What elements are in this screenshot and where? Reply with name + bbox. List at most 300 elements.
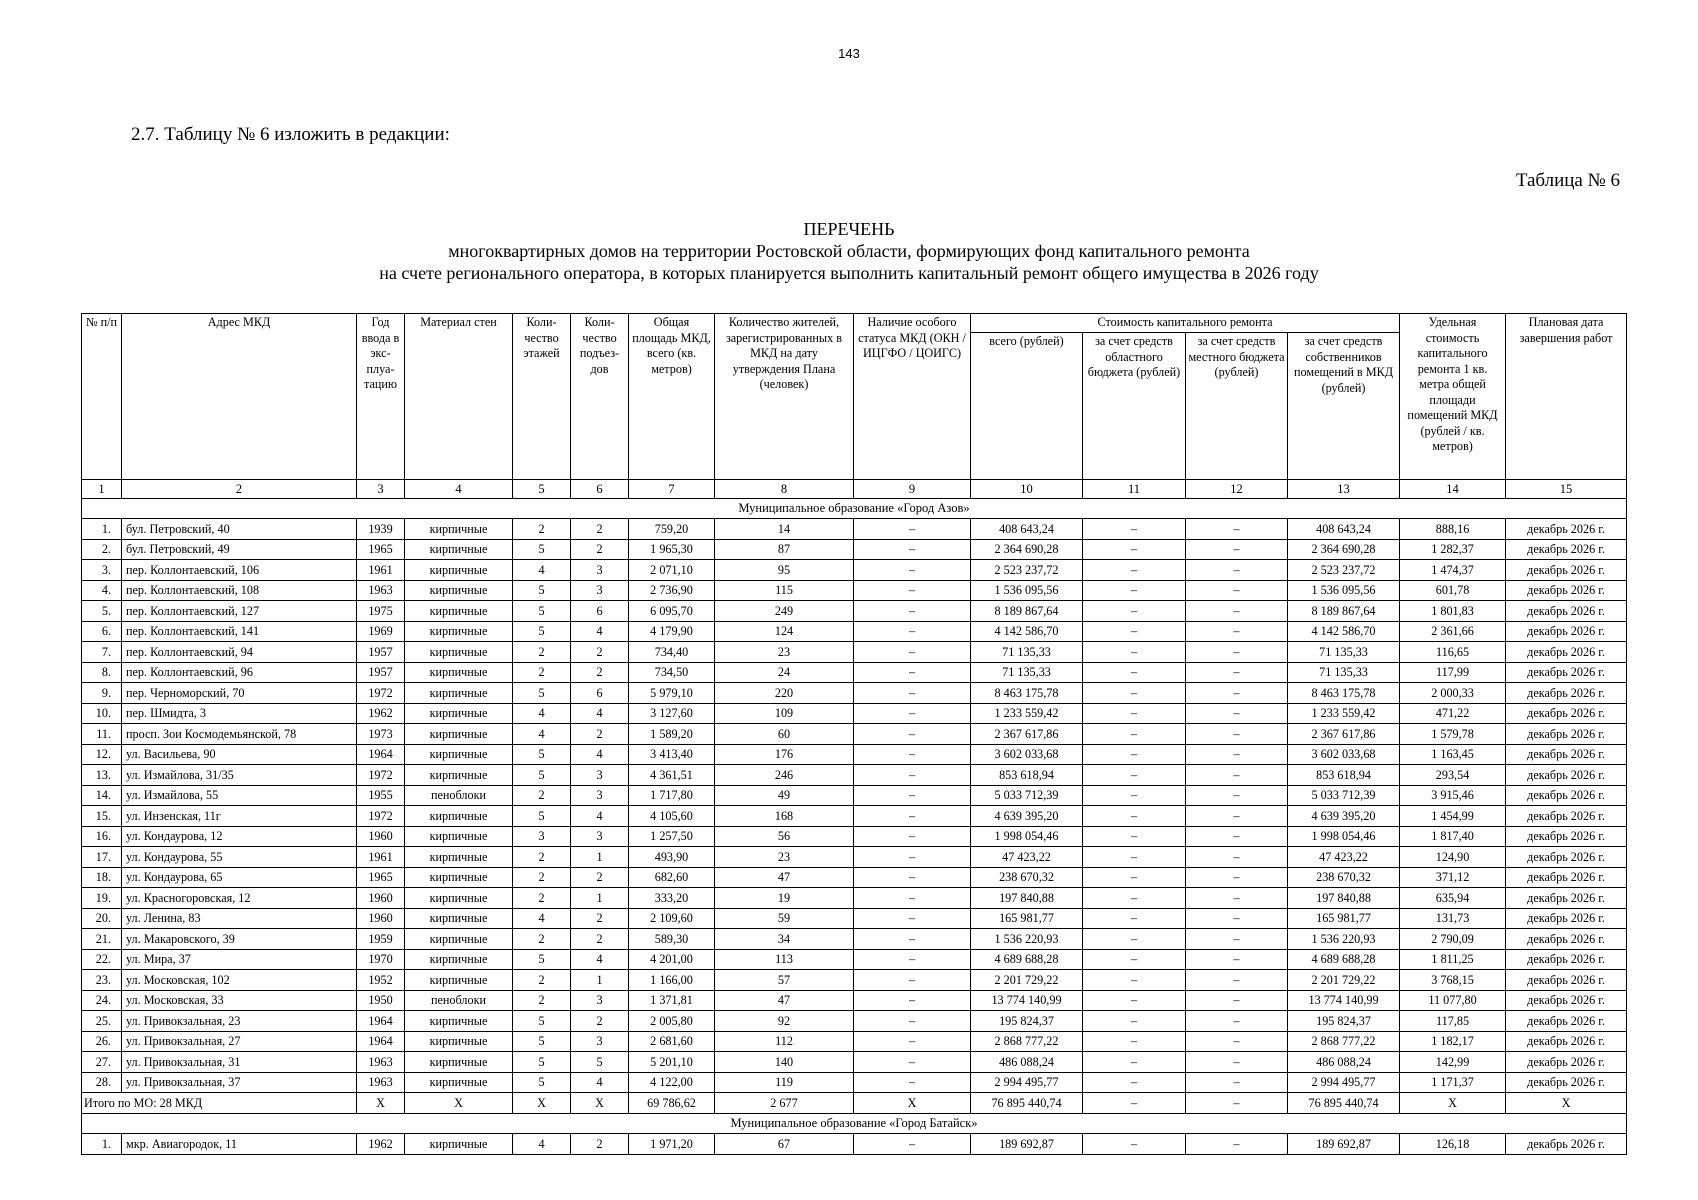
cell-cost-owners: 2 994 495,77 — [1288, 1072, 1400, 1093]
cell-residents: 23 — [715, 642, 854, 663]
cell-cost-owners: 47 423,22 — [1288, 847, 1400, 868]
cell-entrances: 3 — [571, 580, 629, 601]
cell-unit-cost: 117,99 — [1400, 662, 1506, 683]
cell-year: 1970 — [357, 949, 405, 970]
cell-address: пер. Шмидта, 3 — [122, 703, 357, 724]
cell-floors: 2 — [513, 785, 571, 806]
cell-end-date: декабрь 2026 г. — [1506, 1031, 1627, 1052]
cell-num: 1. — [82, 519, 122, 540]
cell-address: пер. Коллонтаевский, 127 — [122, 601, 357, 622]
cell-status: – — [854, 847, 971, 868]
table-row — [82, 826, 1627, 847]
header-unit-cost: Удельная стоимость капитального ремонта 1 кв. метра общей площади помещений МКД (рублей / кв. метров) — [1400, 314, 1506, 480]
header-status: Наличие особого статуса МКД (ОКН / ИЦГФО / ЦОИГС) — [854, 314, 971, 480]
cell-status: – — [854, 1031, 971, 1052]
header-cost-owners: за счет средств собственников помещений в МКД (рублей) — [1288, 333, 1400, 480]
table-label: Таблица № 6 — [1515, 170, 1620, 191]
cell-end-date: декабрь 2026 г. — [1506, 888, 1627, 909]
cell-cost-owners: 4 639 395,20 — [1288, 806, 1400, 827]
cell-area: 2 005,80 — [629, 1011, 715, 1032]
col-number: 1 — [82, 480, 122, 499]
cell-material: кирпичные — [405, 867, 513, 888]
section-title: Муниципальное образование «Город Батайск» — [82, 1114, 1627, 1134]
cell-num: 10. — [82, 703, 122, 724]
cell-unit-cost: 371,12 — [1400, 867, 1506, 888]
cell-cost-regional: – — [1083, 867, 1186, 888]
cell-year: 1963 — [357, 580, 405, 601]
cell-end-date: декабрь 2026 г. — [1506, 1134, 1627, 1155]
cell-cost-total: 4 689 688,28 — [971, 949, 1083, 970]
cell-cost-local: – — [1186, 806, 1288, 827]
cell-material: кирпичные — [405, 847, 513, 868]
cell-status: – — [854, 560, 971, 581]
header-floors: Коли-чество этажей — [513, 314, 571, 480]
cell-unit-cost: 3 768,15 — [1400, 970, 1506, 991]
cell-entrances: 3 — [571, 990, 629, 1011]
cell-cost-regional: – — [1083, 580, 1186, 601]
cell-floors: 5 — [513, 601, 571, 622]
cell-num: 23. — [82, 970, 122, 991]
cell-cost-regional: – — [1083, 888, 1186, 909]
cell-status: – — [854, 724, 971, 745]
cell-floors: 2 — [513, 662, 571, 683]
cell-year: 1962 — [357, 1134, 405, 1155]
cell-floors: 5 — [513, 1052, 571, 1073]
cell-cost-total: 1 233 559,42 — [971, 703, 1083, 724]
cell-material: кирпичные — [405, 1011, 513, 1032]
cell-entrances: 2 — [571, 1011, 629, 1032]
cell-cost-regional: – — [1083, 847, 1186, 868]
cell-cost-total: 2 868 777,22 — [971, 1031, 1083, 1052]
cell-num: 27. — [82, 1052, 122, 1073]
cell-cost-regional: – — [1083, 1031, 1186, 1052]
total-cell-cost-local: – — [1186, 1093, 1288, 1114]
cell-cost-local: – — [1186, 888, 1288, 909]
cell-status: – — [854, 601, 971, 622]
cell-area: 682,60 — [629, 867, 715, 888]
cell-unit-cost: 2 361,66 — [1400, 621, 1506, 642]
cell-end-date: декабрь 2026 г. — [1506, 1052, 1627, 1073]
cell-floors: 5 — [513, 806, 571, 827]
cell-residents: 113 — [715, 949, 854, 970]
cell-area: 4 122,00 — [629, 1072, 715, 1093]
cell-unit-cost: 635,94 — [1400, 888, 1506, 909]
cell-cost-total: 408 643,24 — [971, 519, 1083, 540]
cell-cost-total: 47 423,22 — [971, 847, 1083, 868]
cell-residents: 49 — [715, 785, 854, 806]
cell-cost-total: 2 364 690,28 — [971, 539, 1083, 560]
cell-num: 28. — [82, 1072, 122, 1093]
cell-floors: 5 — [513, 1011, 571, 1032]
cell-floors: 2 — [513, 847, 571, 868]
cell-cost-regional: – — [1083, 601, 1186, 622]
cell-area: 4 105,60 — [629, 806, 715, 827]
cell-cost-local: – — [1186, 908, 1288, 929]
cell-residents: 34 — [715, 929, 854, 950]
cell-entrances: 1 — [571, 970, 629, 991]
cell-area: 734,40 — [629, 642, 715, 663]
cell-material: пеноблоки — [405, 785, 513, 806]
cell-unit-cost: 126,18 — [1400, 1134, 1506, 1155]
cell-cost-total: 3 602 033,68 — [971, 744, 1083, 765]
cell-status: – — [854, 888, 971, 909]
total-label: Итого по МО: 28 МКД — [82, 1093, 357, 1114]
cell-cost-regional: – — [1083, 662, 1186, 683]
cell-status: – — [854, 642, 971, 663]
cell-year: 1955 — [357, 785, 405, 806]
cell-address: ул. Васильева, 90 — [122, 744, 357, 765]
cell-num: 5. — [82, 601, 122, 622]
cell-unit-cost: 1 817,40 — [1400, 826, 1506, 847]
cell-area: 5 979,10 — [629, 683, 715, 704]
cell-floors: 2 — [513, 519, 571, 540]
cell-num: 21. — [82, 929, 122, 950]
cell-status: – — [854, 683, 971, 704]
cell-num: 8. — [82, 662, 122, 683]
cell-unit-cost: 3 915,46 — [1400, 785, 1506, 806]
cell-status: – — [854, 744, 971, 765]
cell-end-date: декабрь 2026 г. — [1506, 539, 1627, 560]
cell-status: – — [854, 703, 971, 724]
table-row — [82, 601, 1627, 622]
cell-address: ул. Московская, 102 — [122, 970, 357, 991]
cell-cost-regional: – — [1083, 683, 1186, 704]
cell-area: 2 109,60 — [629, 908, 715, 929]
cell-end-date: декабрь 2026 г. — [1506, 1011, 1627, 1032]
cell-cost-total: 71 135,33 — [971, 662, 1083, 683]
cell-cost-local: – — [1186, 621, 1288, 642]
cell-floors: 5 — [513, 1072, 571, 1093]
cell-cost-total: 4 639 395,20 — [971, 806, 1083, 827]
cell-residents: 23 — [715, 847, 854, 868]
cell-floors: 2 — [513, 867, 571, 888]
cell-end-date: декабрь 2026 г. — [1506, 847, 1627, 868]
cell-address: ул. Кондаурова, 65 — [122, 867, 357, 888]
cell-year: 1960 — [357, 908, 405, 929]
cell-unit-cost: 1 163,45 — [1400, 744, 1506, 765]
cell-cost-total: 8 463 175,78 — [971, 683, 1083, 704]
cell-cost-owners: 2 364 690,28 — [1288, 539, 1400, 560]
cell-cost-owners: 486 088,24 — [1288, 1052, 1400, 1073]
cell-entrances: 3 — [571, 826, 629, 847]
cell-cost-owners: 1 233 559,42 — [1288, 703, 1400, 724]
cell-cost-owners: 2 201 729,22 — [1288, 970, 1400, 991]
col-number: 4 — [405, 480, 513, 499]
table-row — [82, 970, 1627, 991]
cell-cost-local: – — [1186, 1072, 1288, 1093]
cell-end-date: декабрь 2026 г. — [1506, 580, 1627, 601]
cell-year: 1964 — [357, 1011, 405, 1032]
cell-cost-local: – — [1186, 703, 1288, 724]
col-number: 12 — [1186, 480, 1288, 499]
total-cell-material: X — [405, 1093, 513, 1114]
cell-cost-local: – — [1186, 1031, 1288, 1052]
cell-material: кирпичные — [405, 1031, 513, 1052]
total-cell-unit-cost: X — [1400, 1093, 1506, 1114]
cell-status: – — [854, 970, 971, 991]
header-end-date: Плановая дата завершения работ — [1506, 314, 1627, 480]
cell-residents: 47 — [715, 990, 854, 1011]
cell-material: кирпичные — [405, 601, 513, 622]
table-row — [82, 519, 1627, 540]
cell-cost-total: 2 523 237,72 — [971, 560, 1083, 581]
cell-entrances: 2 — [571, 867, 629, 888]
cell-unit-cost: 1 171,37 — [1400, 1072, 1506, 1093]
cell-floors: 5 — [513, 580, 571, 601]
col-number: 7 — [629, 480, 715, 499]
cell-cost-local: – — [1186, 519, 1288, 540]
cell-num: 12. — [82, 744, 122, 765]
cell-cost-total: 13 774 140,99 — [971, 990, 1083, 1011]
cell-material: кирпичные — [405, 539, 513, 560]
cell-address: бул. Петровский, 49 — [122, 539, 357, 560]
cell-year: 1957 — [357, 642, 405, 663]
page-number: 143 — [838, 46, 860, 61]
cell-year: 1973 — [357, 724, 405, 745]
cell-residents: 24 — [715, 662, 854, 683]
cell-cost-total: 1 536 220,93 — [971, 929, 1083, 950]
cell-address: пер. Черноморский, 70 — [122, 683, 357, 704]
cell-address: ул. Красногоровская, 12 — [122, 888, 357, 909]
cell-material: кирпичные — [405, 621, 513, 642]
cell-num: 19. — [82, 888, 122, 909]
cell-address: мкр. Авиагородок, 11 — [122, 1134, 357, 1155]
cell-entrances: 4 — [571, 744, 629, 765]
cell-entrances: 4 — [571, 806, 629, 827]
cell-residents: 109 — [715, 703, 854, 724]
cell-address: ул. Мира, 37 — [122, 949, 357, 970]
cell-address: ул. Измайлова, 55 — [122, 785, 357, 806]
cell-num: 2. — [82, 539, 122, 560]
cell-end-date: декабрь 2026 г. — [1506, 970, 1627, 991]
table-row — [82, 642, 1627, 663]
header-address: Адрес МКД — [122, 314, 357, 480]
cell-area: 1 166,00 — [629, 970, 715, 991]
cell-area: 4 201,00 — [629, 949, 715, 970]
cell-entrances: 6 — [571, 683, 629, 704]
cell-num: 7. — [82, 642, 122, 663]
col-number: 6 — [571, 480, 629, 499]
col-number: 10 — [971, 480, 1083, 499]
cell-unit-cost: 888,16 — [1400, 519, 1506, 540]
cell-status: – — [854, 662, 971, 683]
cell-address: пер. Коллонтаевский, 106 — [122, 560, 357, 581]
total-cell-entrances: X — [571, 1093, 629, 1114]
cell-end-date: декабрь 2026 г. — [1506, 724, 1627, 745]
cell-num: 25. — [82, 1011, 122, 1032]
cell-end-date: декабрь 2026 г. — [1506, 929, 1627, 950]
cell-residents: 246 — [715, 765, 854, 786]
cell-address: ул. Московская, 33 — [122, 990, 357, 1011]
cell-material: кирпичные — [405, 724, 513, 745]
cell-num: 9. — [82, 683, 122, 704]
cell-cost-local: – — [1186, 847, 1288, 868]
cell-address: просп. Зои Космодемьянской, 78 — [122, 724, 357, 745]
cell-floors: 5 — [513, 765, 571, 786]
table-row — [82, 724, 1627, 745]
cell-year: 1961 — [357, 560, 405, 581]
cell-entrances: 4 — [571, 703, 629, 724]
cell-cost-local: – — [1186, 560, 1288, 581]
cell-cost-total: 165 981,77 — [971, 908, 1083, 929]
cell-end-date: декабрь 2026 г. — [1506, 683, 1627, 704]
cell-entrances: 3 — [571, 765, 629, 786]
cell-material: кирпичные — [405, 826, 513, 847]
total-cell-residents: 2 677 — [715, 1093, 854, 1114]
cell-entrances: 3 — [571, 785, 629, 806]
table-row — [82, 806, 1627, 827]
cell-year: 1972 — [357, 765, 405, 786]
cell-cost-regional: – — [1083, 826, 1186, 847]
cell-cost-owners: 8 463 175,78 — [1288, 683, 1400, 704]
cell-cost-total: 71 135,33 — [971, 642, 1083, 663]
cell-end-date: декабрь 2026 г. — [1506, 642, 1627, 663]
cell-cost-regional: – — [1083, 785, 1186, 806]
table-row — [82, 580, 1627, 601]
table-row — [82, 785, 1627, 806]
col-number: 13 — [1288, 480, 1400, 499]
cell-status: – — [854, 949, 971, 970]
cell-status: – — [854, 1134, 971, 1155]
cell-cost-local: – — [1186, 662, 1288, 683]
cell-cost-local: – — [1186, 1052, 1288, 1073]
cell-cost-local: – — [1186, 580, 1288, 601]
cell-cost-local: – — [1186, 990, 1288, 1011]
cell-cost-regional: – — [1083, 990, 1186, 1011]
cell-status: – — [854, 621, 971, 642]
cell-address: ул. Привокзальная, 23 — [122, 1011, 357, 1032]
cell-floors: 5 — [513, 1031, 571, 1052]
cell-material: кирпичные — [405, 929, 513, 950]
cell-cost-total: 2 367 617,86 — [971, 724, 1083, 745]
cell-cost-local: – — [1186, 929, 1288, 950]
total-cell-year: X — [357, 1093, 405, 1114]
cell-material: кирпичные — [405, 949, 513, 970]
cell-floors: 3 — [513, 826, 571, 847]
cell-year: 1963 — [357, 1052, 405, 1073]
cell-num: 24. — [82, 990, 122, 1011]
section-header — [82, 1114, 1627, 1134]
table-row — [82, 683, 1627, 704]
cell-year: 1963 — [357, 1072, 405, 1093]
cell-floors: 4 — [513, 1134, 571, 1155]
cell-status: – — [854, 1052, 971, 1073]
cell-num: 14. — [82, 785, 122, 806]
cell-area: 589,30 — [629, 929, 715, 950]
cell-address: пер. Коллонтаевский, 141 — [122, 621, 357, 642]
cell-cost-owners: 13 774 140,99 — [1288, 990, 1400, 1011]
total-cell-cost-total: 76 895 440,74 — [971, 1093, 1083, 1114]
cell-address: ул. Привокзальная, 31 — [122, 1052, 357, 1073]
cell-material: кирпичные — [405, 703, 513, 724]
col-number: 5 — [513, 480, 571, 499]
cell-residents: 67 — [715, 1134, 854, 1155]
cell-cost-owners: 2 868 777,22 — [1288, 1031, 1400, 1052]
cell-cost-regional: – — [1083, 1011, 1186, 1032]
cell-floors: 4 — [513, 724, 571, 745]
cell-end-date: декабрь 2026 г. — [1506, 601, 1627, 622]
total-cell-end-date: X — [1506, 1093, 1627, 1114]
cell-address: ул. Привокзальная, 27 — [122, 1031, 357, 1052]
cell-address: пер. Коллонтаевский, 108 — [122, 580, 357, 601]
cell-address: пер. Коллонтаевский, 96 — [122, 662, 357, 683]
cell-end-date: декабрь 2026 г. — [1506, 765, 1627, 786]
cell-num: 1. — [82, 1134, 122, 1155]
cell-entrances: 2 — [571, 662, 629, 683]
cell-residents: 119 — [715, 1072, 854, 1093]
table-row — [82, 1072, 1627, 1093]
cell-year: 1965 — [357, 867, 405, 888]
cell-cost-owners: 4 142 586,70 — [1288, 621, 1400, 642]
cell-area: 1 965,30 — [629, 539, 715, 560]
cell-end-date: декабрь 2026 г. — [1506, 908, 1627, 929]
cell-unit-cost: 116,65 — [1400, 642, 1506, 663]
cell-cost-total: 853 618,94 — [971, 765, 1083, 786]
cell-num: 15. — [82, 806, 122, 827]
col-number: 14 — [1400, 480, 1506, 499]
cell-cost-owners: 408 643,24 — [1288, 519, 1400, 540]
cell-cost-local: – — [1186, 1011, 1288, 1032]
cell-material: кирпичные — [405, 765, 513, 786]
cell-num: 18. — [82, 867, 122, 888]
title-line-1: ПЕРЕЧЕНЬ — [803, 219, 895, 239]
table-row — [82, 765, 1627, 786]
cell-floors: 5 — [513, 949, 571, 970]
cell-residents: 176 — [715, 744, 854, 765]
total-cell-cost-owners: 76 895 440,74 — [1288, 1093, 1400, 1114]
cell-cost-owners: 189 692,87 — [1288, 1134, 1400, 1155]
cell-cost-regional: – — [1083, 765, 1186, 786]
header-entrances: Коли-чество подъез-дов — [571, 314, 629, 480]
cell-cost-regional: – — [1083, 806, 1186, 827]
table-row — [82, 1031, 1627, 1052]
cell-end-date: декабрь 2026 г. — [1506, 785, 1627, 806]
cell-entrances: 3 — [571, 560, 629, 581]
table-row — [82, 929, 1627, 950]
cell-floors: 2 — [513, 970, 571, 991]
cell-end-date: декабрь 2026 г. — [1506, 744, 1627, 765]
section-header — [82, 499, 1627, 519]
cell-cost-owners: 1 998 054,46 — [1288, 826, 1400, 847]
table-row — [82, 744, 1627, 765]
cell-cost-regional: – — [1083, 724, 1186, 745]
cell-cost-local: – — [1186, 949, 1288, 970]
cell-year: 1972 — [357, 806, 405, 827]
cell-address: ул. Кондаурова, 12 — [122, 826, 357, 847]
cell-entrances: 2 — [571, 724, 629, 745]
cell-floors: 5 — [513, 744, 571, 765]
cell-cost-regional: – — [1083, 1134, 1186, 1155]
cell-cost-local: – — [1186, 724, 1288, 745]
cell-unit-cost: 471,22 — [1400, 703, 1506, 724]
header-residents: Количество жителей, зарегистрированных в МКД на дату утверждения Плана (человек) — [715, 314, 854, 480]
cell-unit-cost: 2 000,33 — [1400, 683, 1506, 704]
total-row — [82, 1093, 1627, 1114]
cell-residents: 92 — [715, 1011, 854, 1032]
table-row — [82, 888, 1627, 909]
cell-residents: 47 — [715, 867, 854, 888]
table-row — [82, 990, 1627, 1011]
cell-area: 5 201,10 — [629, 1052, 715, 1073]
cell-num: 4. — [82, 580, 122, 601]
cell-cost-owners: 195 824,37 — [1288, 1011, 1400, 1032]
cell-entrances: 1 — [571, 888, 629, 909]
cell-residents: 220 — [715, 683, 854, 704]
cell-cost-owners: 165 981,77 — [1288, 908, 1400, 929]
cell-status: – — [854, 519, 971, 540]
cell-status: – — [854, 826, 971, 847]
cell-floors: 5 — [513, 683, 571, 704]
